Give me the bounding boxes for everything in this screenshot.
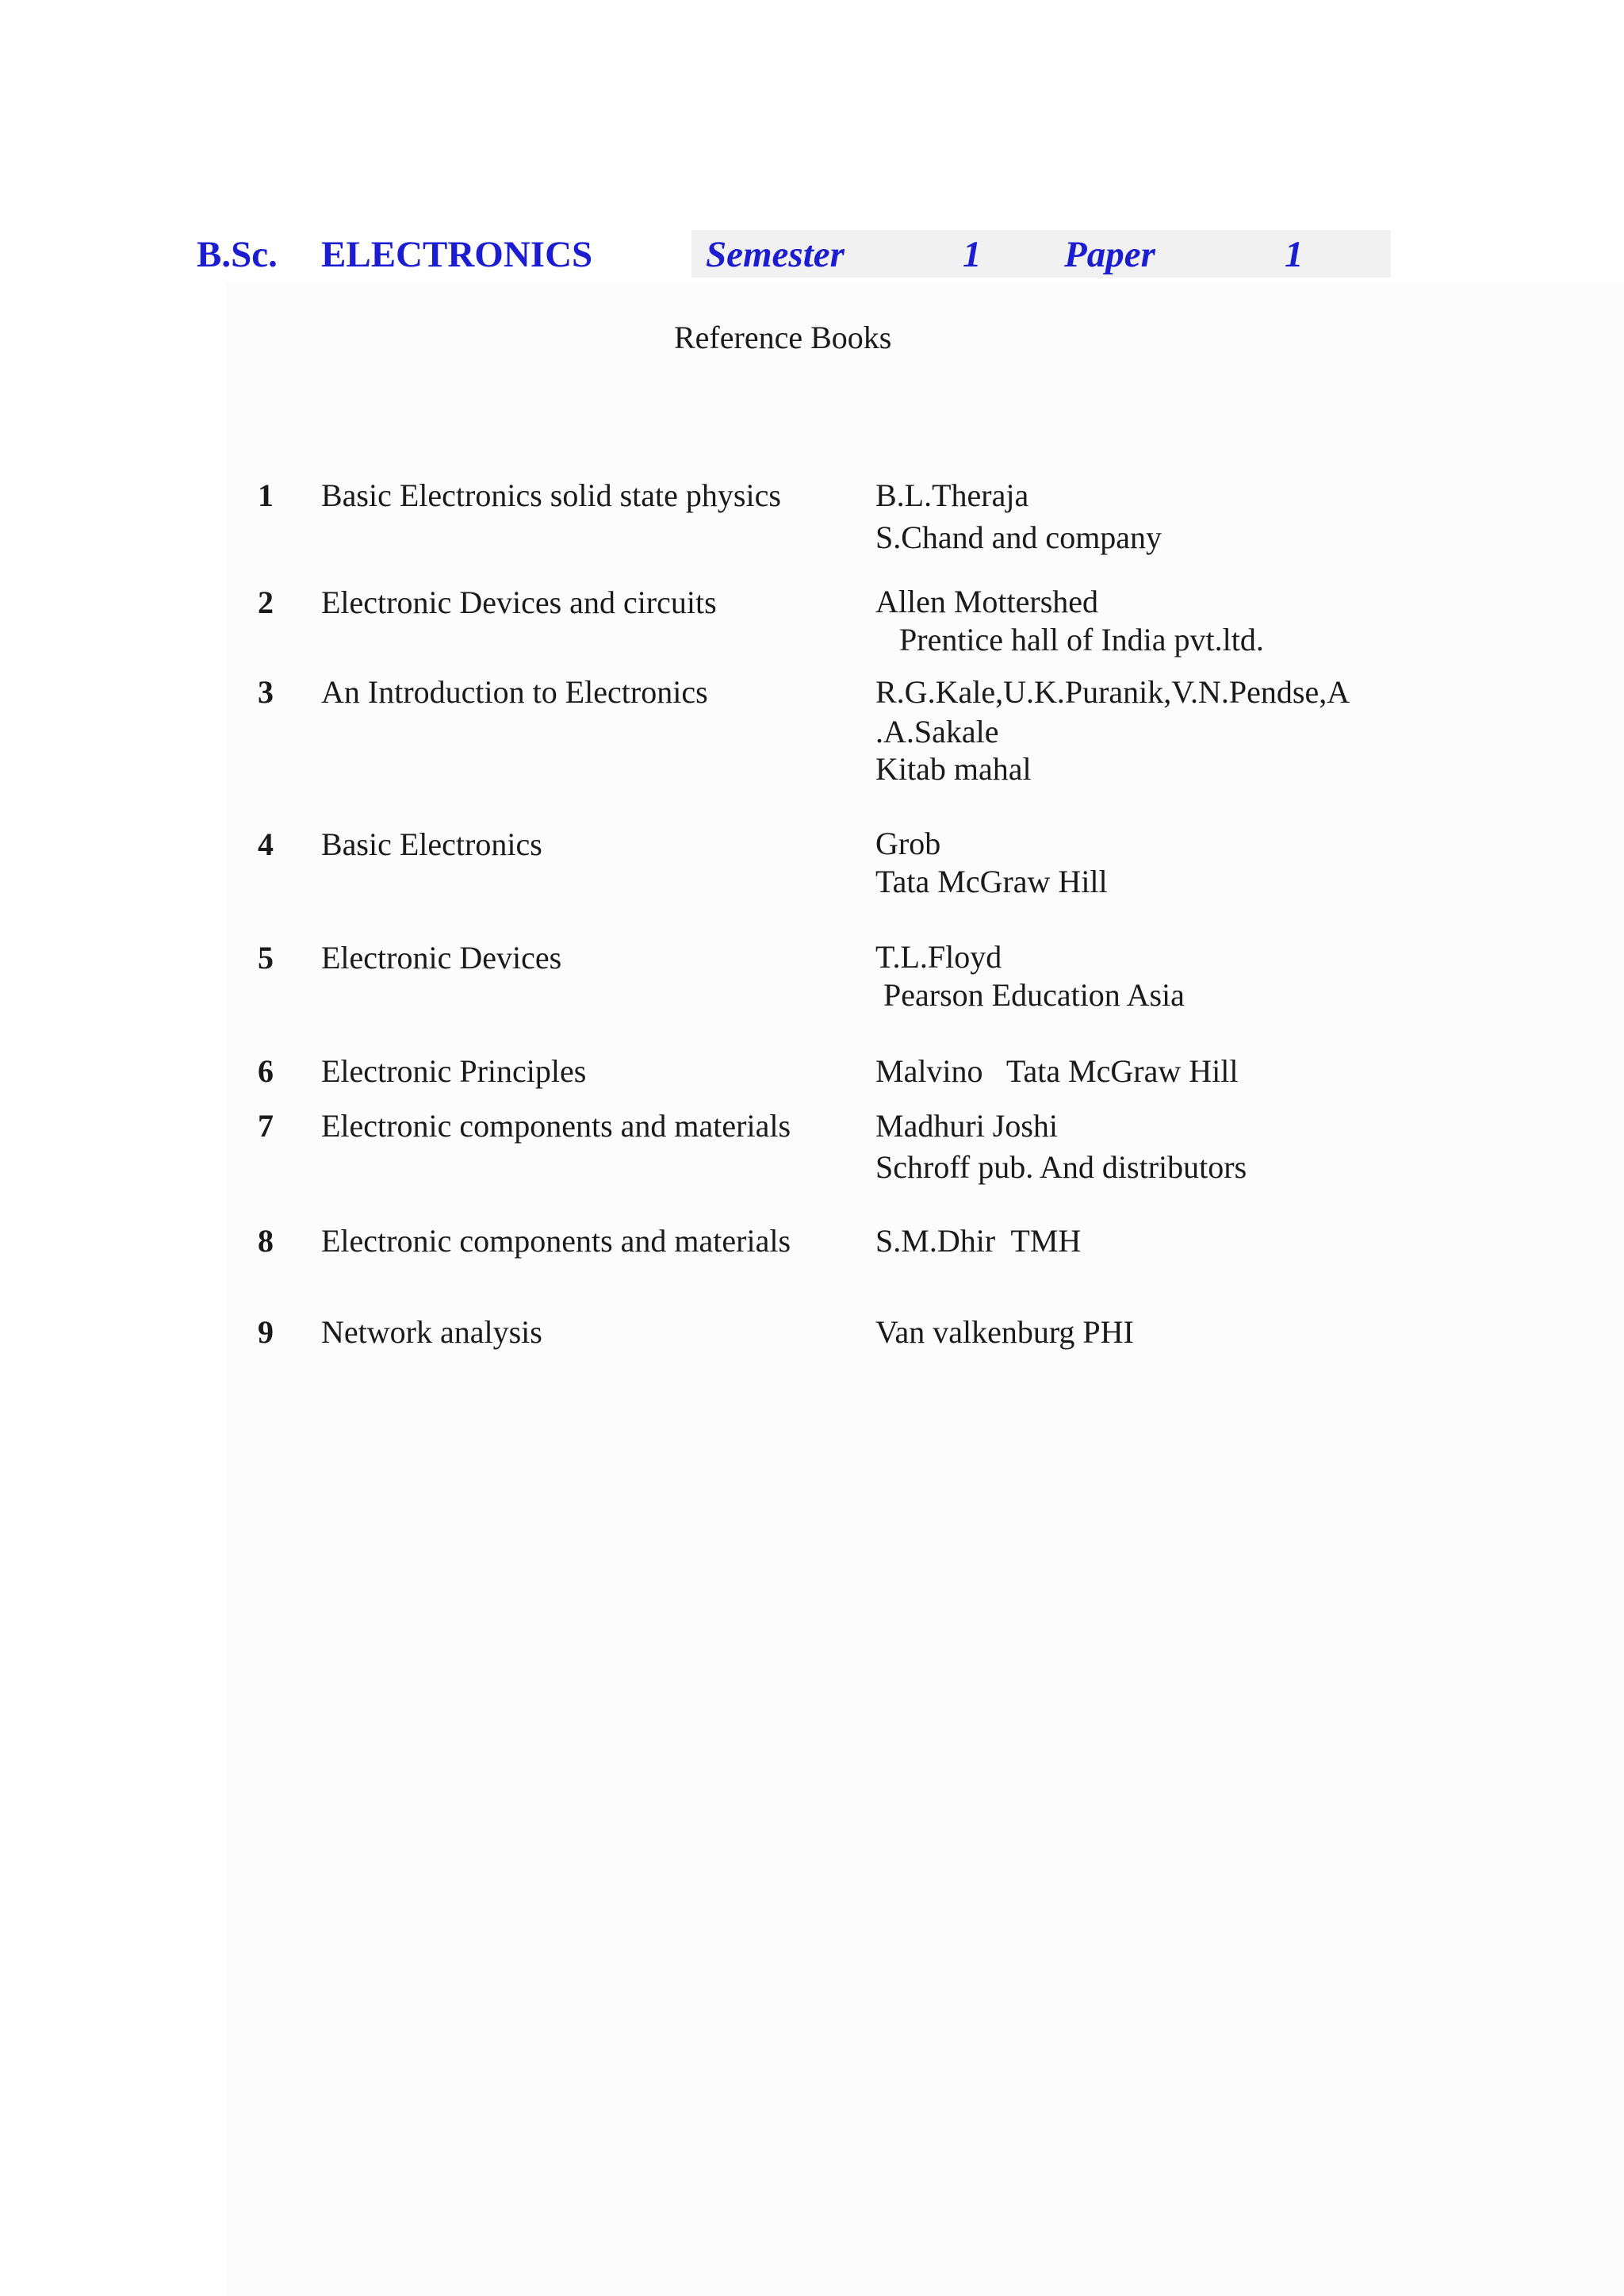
book-title: Basic Electronics	[321, 826, 542, 862]
book-info-line: Van valkenburg PHI	[875, 1314, 1134, 1350]
semester-label: Semester	[706, 234, 845, 275]
book-title: Electronic Devices and circuits	[321, 585, 717, 620]
book-author-publisher	[875, 938, 1383, 1014]
book-info-line: Malvino Tata McGraw Hill	[875, 1053, 1239, 1089]
book-info-line: Madhuri Joshi	[875, 1108, 1058, 1144]
degree-label: B.Sc.	[197, 234, 278, 275]
book-author-publisher	[875, 673, 1383, 789]
paper-label: Paper	[1064, 234, 1155, 275]
book-info-line: Schroff pub. And distributors	[875, 1149, 1247, 1185]
book-title: Electronic components and materials	[321, 1108, 791, 1144]
subject-label: ELECTRONICS	[321, 234, 593, 275]
book-info-line: S.Chand and company	[875, 519, 1162, 555]
section-title: Reference Books	[674, 320, 892, 355]
book-number: 1	[258, 477, 274, 513]
book-number: 2	[258, 585, 274, 620]
book-info-line: Allen Mottershed	[875, 584, 1099, 619]
book-title: An Introduction to Electronics	[321, 674, 708, 710]
book-author-publisher	[875, 825, 1383, 901]
book-info-line: Prentice hall of India pvt.ltd.	[875, 622, 1264, 657]
book-info-line: R.G.Kale,U.K.Puranik,V.N.Pendse,A	[875, 674, 1350, 710]
book-author-publisher	[875, 476, 1383, 558]
semester-value: 1	[963, 234, 982, 275]
paper-value: 1	[1285, 234, 1304, 275]
book-info-line: Kitab mahal	[875, 751, 1032, 787]
book-info-line: .A.Sakale	[875, 714, 999, 749]
book-info-line: Grob	[875, 826, 941, 861]
book-info-line: T.L.Floyd	[875, 939, 1002, 975]
book-title: Electronic Principles	[321, 1053, 587, 1089]
book-number: 8	[258, 1223, 274, 1259]
book-author-publisher	[875, 1313, 1383, 1352]
book-author-publisher	[875, 583, 1383, 659]
book-number: 4	[258, 826, 274, 862]
book-info-line: B.L.Theraja	[875, 477, 1029, 513]
book-title: Network analysis	[321, 1314, 542, 1350]
book-number: 9	[258, 1314, 274, 1350]
book-title: Electronic Devices	[321, 940, 562, 976]
book-author-publisher	[875, 1221, 1383, 1261]
book-title: Electronic components and materials	[321, 1223, 791, 1259]
book-number: 7	[258, 1108, 274, 1144]
book-number: 5	[258, 940, 274, 976]
book-number: 3	[258, 674, 274, 710]
book-number: 6	[258, 1053, 274, 1089]
book-info-line: S.M.Dhir TMH	[875, 1223, 1082, 1259]
book-info-line: Pearson Education Asia	[875, 977, 1185, 1013]
book-author-publisher	[875, 1106, 1383, 1187]
book-author-publisher	[875, 1052, 1383, 1091]
book-info-line: Tata McGraw Hill	[875, 864, 1108, 899]
book-title: Basic Electronics solid state physics	[321, 477, 781, 513]
